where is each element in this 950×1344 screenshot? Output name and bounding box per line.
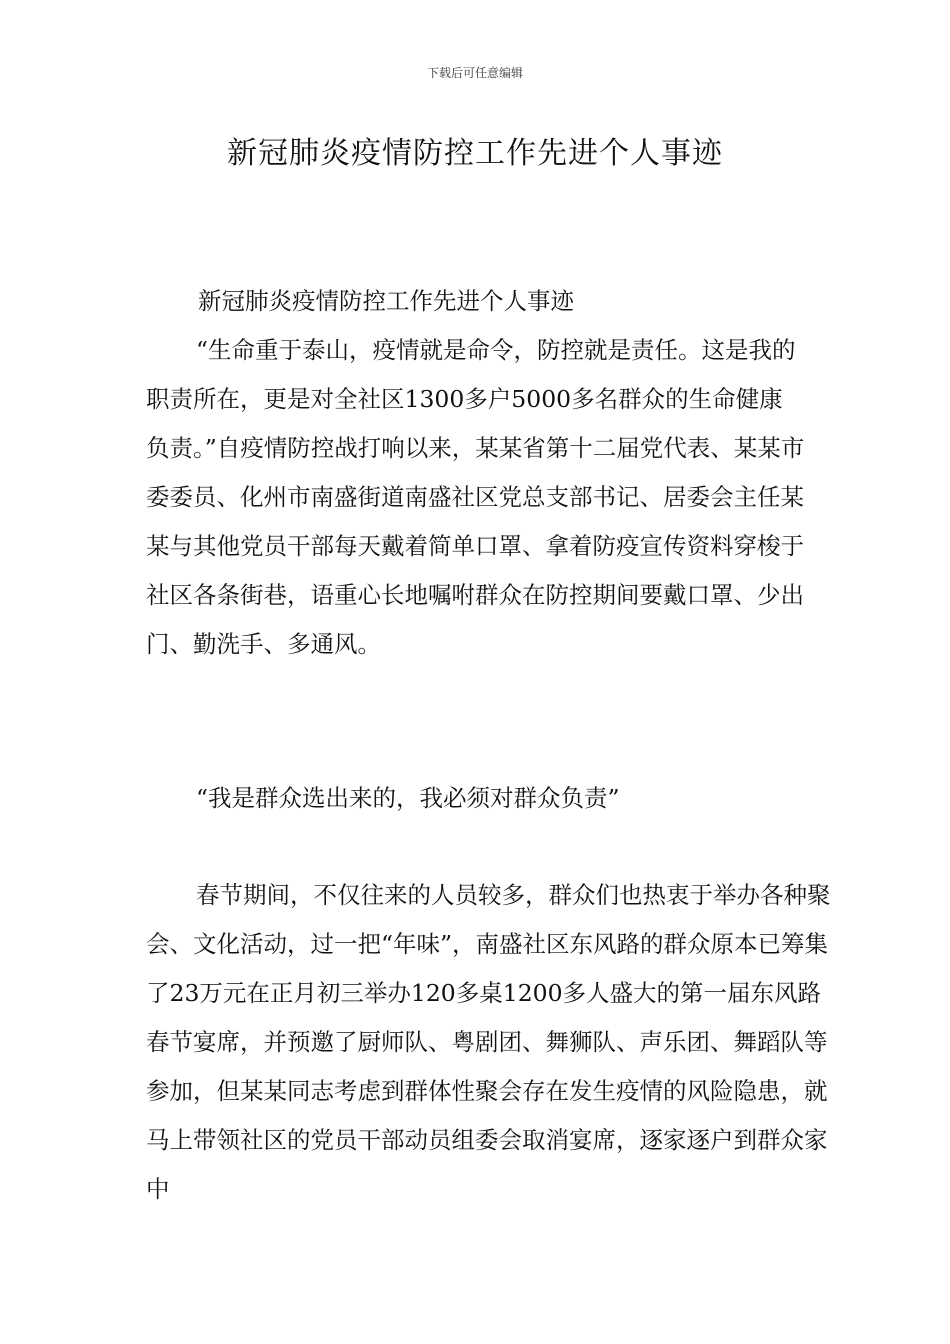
- paragraph-1: “生命重于泰山，疫情就是命令，防控就是责任。这是我的职责所在，更是对全社区1300多户5000多名群众的生命健康负责。”自疫情防控战打响以来，某某省第十二届党代表、某某市委委员、化州市南盛街道南盛社区党总支部书记、居委会主任某某与其他党员干部每天戴着简单口罩、拿着防疫宣传资料穿梭于社区各条街巷，语重心长地嘱咐群众在防控期间要戴口罩、少出门、勤洗手、多通风。: [146, 336, 805, 658]
- paragraph-2: 春节期间，不仅往来的人员较多，群众们也热衷于举办各种聚会、文化活动，过一把“年味”，南盛社区东风路的群众原本已筹集了23万元在正月初三举办120多桌1200多人盛大的第一届东风路春节宴席，并预邀了厨师队、粤剧团、舞狮队、声乐团、舞蹈队等参加，但某某同志考虑到群体性聚会存在发生疫情的风险隐患，就马上带领社区的党员干部动员组委会取消宴席，逐家逐户到群众家中: [146, 881, 831, 1203]
- page-header-note: 下载后可任意编辑: [426, 66, 523, 80]
- document-subtitle: 新冠肺炎疫情防控工作先进个人事迹: [198, 287, 574, 315]
- section-heading: “我是群众选出来的，我必须对群众负责”: [196, 784, 620, 812]
- document-title: 新冠肺炎疫情防控工作先进个人事迹: [227, 136, 723, 171]
